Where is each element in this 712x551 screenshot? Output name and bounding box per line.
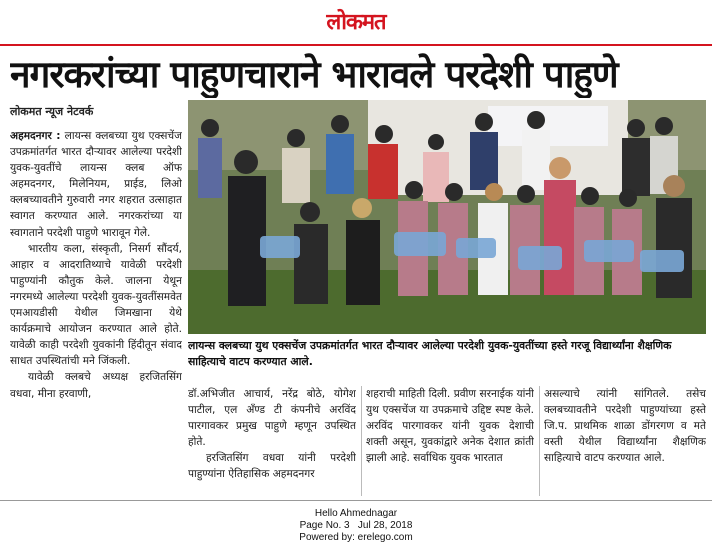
paragraph-text: हरजितसिंग वधवा यांनी परदेशी पाहुण्यांना ऐतिहासिक अहमदनगर: [188, 452, 356, 481]
footer-page-info: Page No. 3 Jul 28, 2018: [299, 520, 413, 531]
column-divider: [361, 386, 362, 496]
footer-edition: Hello Ahmednagar: [314, 508, 398, 519]
dateline: अहमदनगर :: [10, 130, 61, 142]
column-divider: [539, 386, 540, 496]
article-byline: लोकमत न्यूज नेटवर्क: [10, 105, 94, 118]
paragraph-text: भारतीय कला, संस्कृती, निसर्ग सौंदर्य, आहार व आदरातिथ्याचे यावेळी परदेशी पाहुण्यांनी कौतुक केले. जालना येथून नगरमध्ये आलेल्या परदेशी युवक-युवतींसमवेत एमआयडीसी येथील जिमखाना येथे कार्यक्रमाचे आयोजन करण्यात आले होते. यावेळी काही परदेशी युवकांनी हिंदीतून संवाद साधत उपस्थितांची मने जिंकली.: [10, 242, 182, 368]
article-paragraph: [10, 369, 182, 401]
lokmat-logo: लोकमत: [326, 9, 386, 35]
article-column-4: [544, 386, 706, 498]
paragraph-text: यावेळी क्लबचे अध्यक्ष हरजितसिंग वधवा, मीना हरवाणी,: [10, 371, 182, 400]
paragraph-text: लायन्स क्लबच्या युथ एक्सचेंज उपक्रमांतर्गत भारत दौऱ्यावर आलेल्या परदेशी युवक-युवतींचे लायन्स क्लब ऑफ अहमदनगर, मिलेनियम, प्राईड, लिओ क्लबच्यावतीने गुरुवारी नगर शहरात उत्साहात स्वागत करण्यात आले. नगरकरांच्या या स्वागताने परदेशी पाहुणे भारावून गेले.: [10, 130, 182, 239]
footer-divider: [0, 500, 712, 501]
photo-caption: लायन्स क्लबच्या युथ एक्सचेंज उपक्रमांतर्गत भारत दौऱ्यावर आलेल्या परदेशी युवक-युवतींच्या हस्ते गरजू विद्यार्थ्यांना शैक्षणिक साहित्याचे वाटप करण्यात आले.: [188, 339, 672, 368]
article-photo: [188, 100, 706, 334]
footer-powered-by[interactable]: Powered by: erelego.com: [299, 532, 413, 543]
article-headline: नगरकरांच्या पाहुणचाराने भारावले परदेशी पाहुणे: [10, 53, 618, 96]
article-column-3: [366, 386, 534, 498]
article-paragraph: [188, 450, 356, 482]
article-paragraph: [10, 241, 182, 370]
paragraph-text: डॉ.अभिजीत आचार्य, नरेंद्र बोठे, योगेश पाटील, एल अँण्ड टी कंपनीचे अरविंद पारगावकर प्रमुख पाहुणे म्हणून उपस्थित होते.: [188, 388, 356, 449]
group-photo-illustration: [188, 100, 706, 334]
paragraph-text: शहराची माहिती दिली. प्रवीण सरनाईक यांनी युथ एक्सचेंज या उपक्रमाचे उद्दिष्ट स्पष्ट केले. अरविंद पारगावकर यांनी युवक देशाची शक्ती असून, युवकांद्वारे अनेक देशात क्रांती झाली आहे. सर्वाधिक युवक भारतात: [366, 388, 534, 465]
article-column-2: [188, 386, 356, 498]
masthead-divider: [0, 44, 712, 46]
page-footer: [0, 508, 712, 544]
paragraph-text: असल्याचे त्यांनी सांगितले. तसेच क्लबच्यावतीने परदेशी पाहुण्यांच्या हस्ते जि.प. प्राथमिक शाळा डोंगरगण व मते वस्ती येथील विद्यार्थ्यांना शैक्षणिक साहित्याचे वाटप करण्यात आले.: [544, 388, 706, 465]
article-paragraph: [10, 128, 182, 241]
newspaper-masthead: [0, 0, 712, 42]
article-column-1: [10, 128, 182, 498]
